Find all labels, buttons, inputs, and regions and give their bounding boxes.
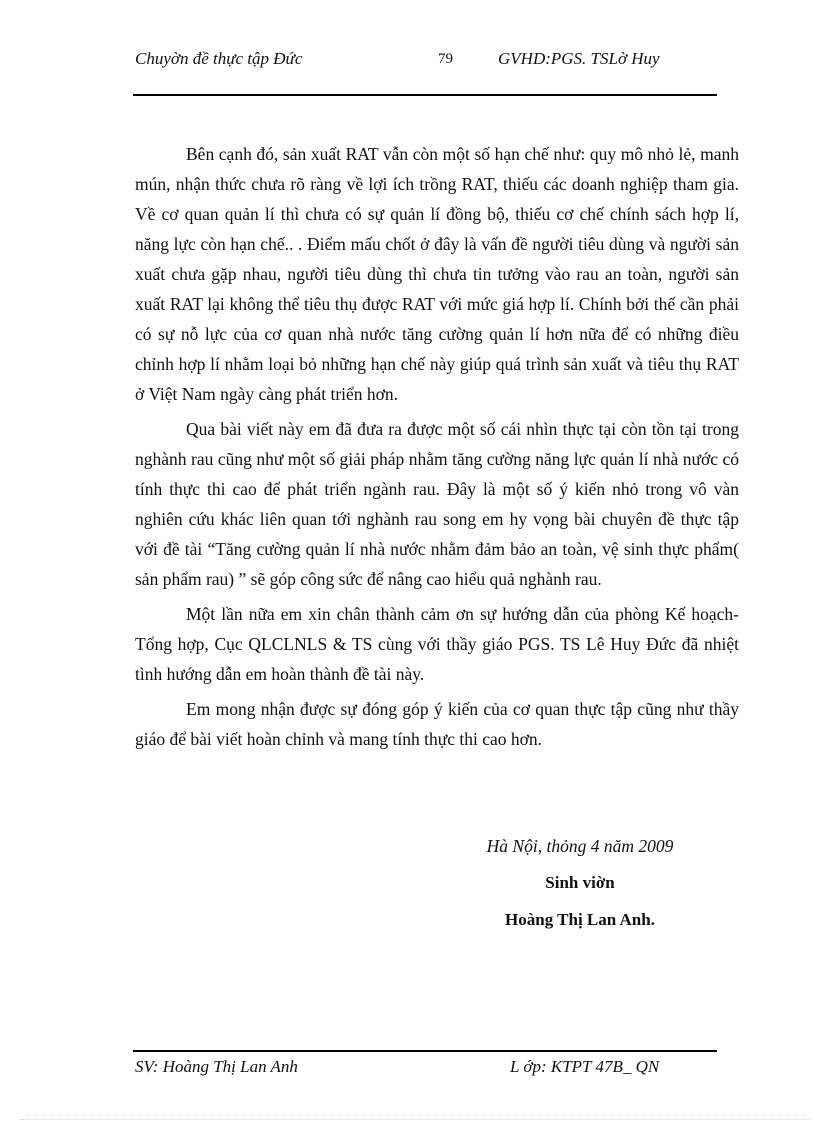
page-bottom-divider (20, 1119, 810, 1120)
paragraph-1: Bên cạnh đó, sản xuất RAT vẫn còn một số hạn chế như: quy mô nhỏ lẻ, manh mún, nhận thức chưa rõ ràng về lợi ích trồng RAT, thiếu các doanh nghiệp tham gia. Về cơ quan quản lí thì chưa có sự quản lí đồng bộ, thiếu cơ chế chính sách hợp lí, năng lực còn hạn chế.. . Điểm mấu chốt ở đây là vấn đề người tiêu dùng và người sản xuất chưa gặp nhau, người tiêu dùng thì chưa tin tưởng vào rau an toàn, người sản xuất RAT lại không thể tiêu thụ được RAT với mức giá hợp lí. Chính bởi thế cần phải có sự nỗ lực của cơ quan nhà nước tăng cường quản lí hơn nữa để có những điều chỉnh hợp lí nhằm loại bỏ những hạn chế này giúp quá trình sản xuất và tiêu thụ RAT ở Việt Nam ngày càng phát triển hơn. (135, 144, 739, 404)
signature-name: Hoàng Thị Lan Anh. (505, 910, 655, 929)
paragraph-4: Em mong nhận được sự đóng góp ý kiến của cơ quan thực tập cũng như thầy giáo để bài viết hoàn chỉnh và mang tính thực thi cao hơn. (135, 699, 739, 749)
signature-block (420, 832, 740, 934)
footer-student: SV: Hoàng Thị Lan Anh (135, 1057, 298, 1076)
document-body (135, 139, 739, 759)
page-header (133, 48, 717, 96)
footer-class: L ớp: KTPT 47B_ QN (510, 1057, 660, 1076)
page-footer (133, 1050, 717, 1082)
paragraph-2: Qua bài viết này em đã đưa ra được một số cái nhìn thực tại còn tồn tại trong nghành rau cũng như một số giải pháp nhằm tăng cường năng lực quản lí nhà nước có tính thực thi cao để phát triển ngành rau. Đây là một số ý kiến nhỏ trong vô vàn nghiên cứu khác liên quan tới nghành rau song em hy vọng bài chuyên đề thực tập với đề tài “Tăng cường quản lí nhà nước nhằm đảm bảo an toàn, vệ sinh thực phẩm( sản phẩm rau) ” sẽ góp công sức để nâng cao hiểu quả nghành rau. (135, 419, 739, 589)
paragraph-3: Một lần nữa em xin chân thành cảm ơn sự hướng dẫn của phòng Kế hoạch- Tổng hợp, Cục QLCLNLS & TS cùng với thầy giáo PGS. TS Lê Huy Đức đã nhiệt tình hướng dẫn em hoàn thành đề tài này. (135, 604, 739, 684)
signature-date: Hà Nội, thỏng 4 năm 2009 (486, 836, 674, 856)
header-course-title: Chuyờn đề thực tập Đức (135, 49, 303, 68)
signature-role: Sinh viờn (545, 873, 615, 892)
page-number: 79 (438, 51, 453, 67)
header-supervisor: GVHD:PGS. TSLờ Huy (498, 49, 660, 68)
